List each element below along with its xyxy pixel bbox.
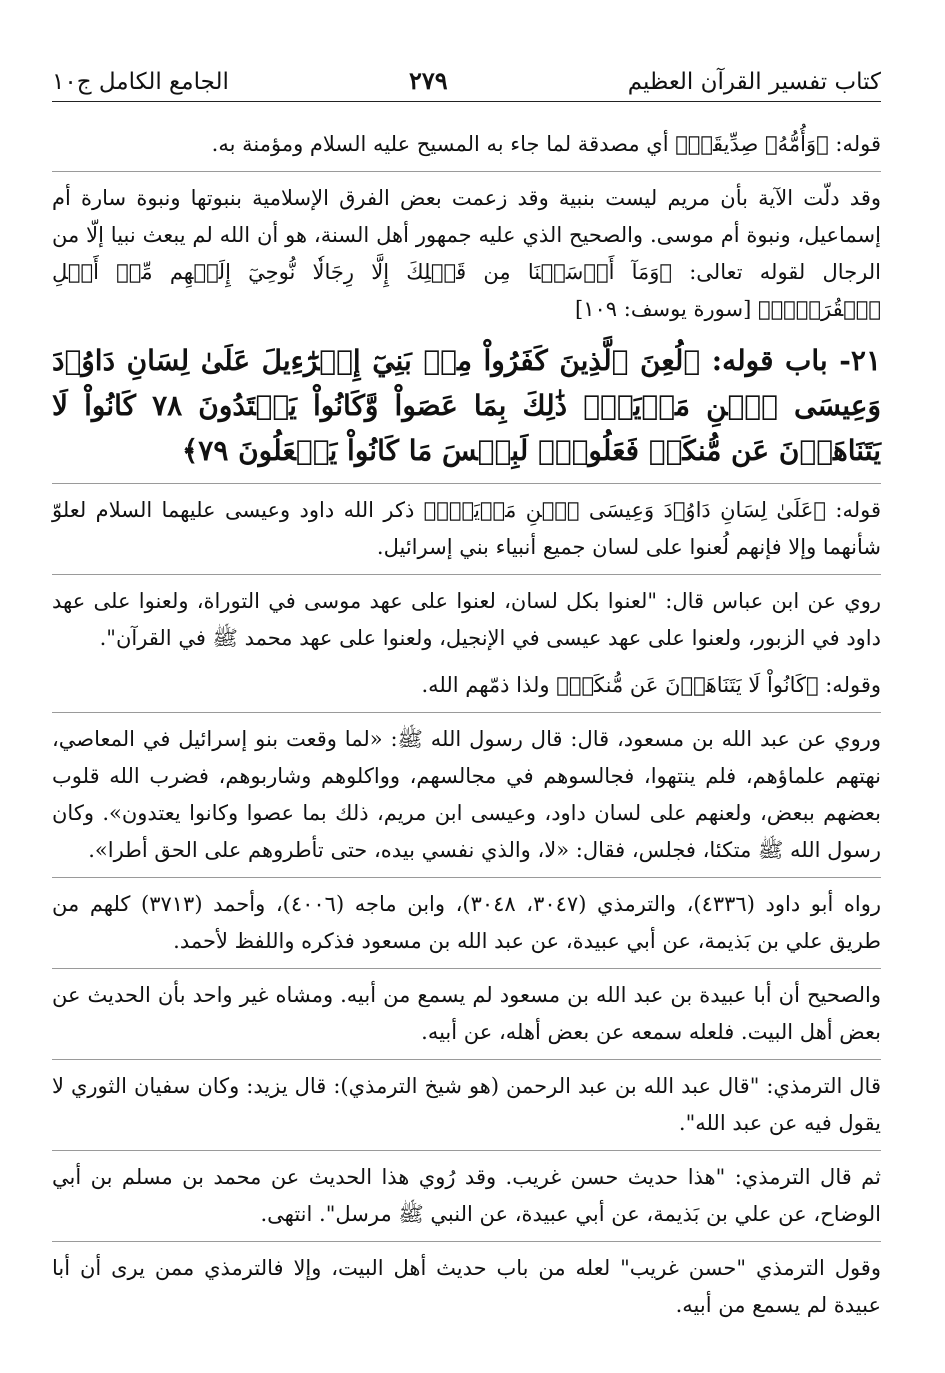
paragraph-8: والصحيح أن أبا عبيدة بن عبد الله بن مسعود لم يسمع من أبيه. ومشاه غير واحد بأن الحديث عن بعض أهل البيت. فلعله سمعه عن بعض أهله، عن أبيه. xyxy=(52,969,881,1060)
page-header xyxy=(52,56,881,102)
chapter-heading: ٢١- باب قوله: ﴿لُعِنَ ٱلَّذِينَ كَفَرُواْ مِنۢ بَنِيٓ إِسۡرَٰٓءِيلَ عَلَىٰ لِسَانِ دَاوُۥدَ وَعِيسَى ٱبۡنِ مَرۡيَمَۚ ذَٰلِكَ بِمَا عَصَواْ وَّكَانُواْ يَعۡتَدُونَ ٧٨ كَانُواْ لَا يَتَنَاهَوۡنَ عَن مُّنكَرٖ فَعَلُوهُۚ لَبِئۡسَ مَا كَانُواْ يَفۡعَلُونَ ٧٩﴾ xyxy=(52,338,881,484)
header-book-title: كتاب تفسير القرآن العظيم xyxy=(627,69,881,95)
paragraph-11: وقول الترمذي "حسن غريب" لعله من باب حديث أهل البيت، وإلا فالترمذي ممن يرى أن أبا عبيدة لم يسمع من أبيه. xyxy=(52,1256,881,1317)
paragraph-10: ثم قال الترمذي: "هذا حديث حسن غريب. وقد رُوي هذا الحديث عن محمد بن مسلم بن أبي الوضاح، عن علي بن بَذيمة، عن أبي عبيدة، عن النبي ﷺ مرسل". انتهى. xyxy=(52,1151,881,1242)
paragraph-4: روي عن ابن عباس قال: "لعنوا بكل لسان، لعنوا على عهد موسى في التوراة، ولعنوا على عهد داود في الزبور، ولعنوا على عهد عيسى في الإنجيل، ولعنوا على عهد محمد ﷺ في القرآن". xyxy=(52,589,881,650)
paragraph-5: وقوله: ﴿كَانُواْ لَا يَتَنَاهَوۡنَ عَن مُّنكَرٖ﴾ ولذا ذمّهم الله. xyxy=(52,659,881,713)
paragraph-7: رواه أبو داود (٤٣٣٦)، والترمذي (٣٠٤٧، ٣٠٤٨)، وابن ماجه (٤٠٠٦)، وأحمد (٣٧١٣) كلهم من طريق علي بن بَذيمة، عن أبي عبيدة، عن عبد الله بن مسعود فذكره واللفظ لأحمد. xyxy=(52,878,881,969)
paragraph-1: قوله: ﴿وَأُمُّهُۥ صِدِّيقَةٞ﴾ أي مصدقة لما جاء به المسيح عليه السلام ومؤمنة به. xyxy=(52,118,881,172)
page-number: ٢٧٩ xyxy=(408,66,448,95)
page-content xyxy=(52,118,881,1326)
paragraph-9: قال الترمذي: "قال عبد الله بن عبد الرحمن (هو شيخ الترمذي): قال يزيد: وكان سفيان الثوري لا يقول فيه عن عبد الله". xyxy=(52,1060,881,1151)
paragraph-6: وروي عن عبد الله بن مسعود، قال: قال رسول الله ﷺ: «لما وقعت بنو إسرائيل في المعاصي، نهتهم علماؤهم، فلم ينتهوا، فجالسوهم في مجالسهم، وواكلوهم وشاربوهم، فضرب الله قلوب بعضهم ببعض، ولعنهم على لسان داود، وعيسى ابن مريم، ذلك بما عصوا وكانوا يعتدون». وكان رسول الله ﷺ متكئا، فجلس، فقال: «لا، والذي نفسي بيده، حتى تأطروهم على الحق أطرا». xyxy=(52,713,881,878)
paragraph-2: وقد دلّت الآية بأن مريم ليست بنبية وقد زعمت بعض الفرق الإسلامية بنبوتها ونبوة سارة أم إسماعيل، ونبوة أم موسى. والصحيح الذي عليه جمهور أهل السنة، هو أن الله لم يبعث نبيا إلّا من الرجال لقوله تعالى: ﴿وَمَآ أَرۡسَلۡنَا مِن قَبۡلِكَ إِلَّا رِجَالٗا نُّوحِيٓ إِلَيۡهِم مِّنۡ أَهۡلِ ٱلۡقُرَىٰٓۗ﴾ [سورة يوسف: ١٠٩] xyxy=(52,186,881,321)
header-volume-title: الجامع الكامل ج١٠ xyxy=(52,69,229,95)
paragraph-3: قوله: ﴿عَلَىٰ لِسَانِ دَاوُۥدَ وَعِيسَى ٱبۡنِ مَرۡيَمَۚ﴾ ذكر الله داود وعيسى عليهما السلام لعلوّ شأنهما وإلا فإنهم لُعنوا على لسان جميع أنبياء بني إسرائيل. xyxy=(52,484,881,575)
